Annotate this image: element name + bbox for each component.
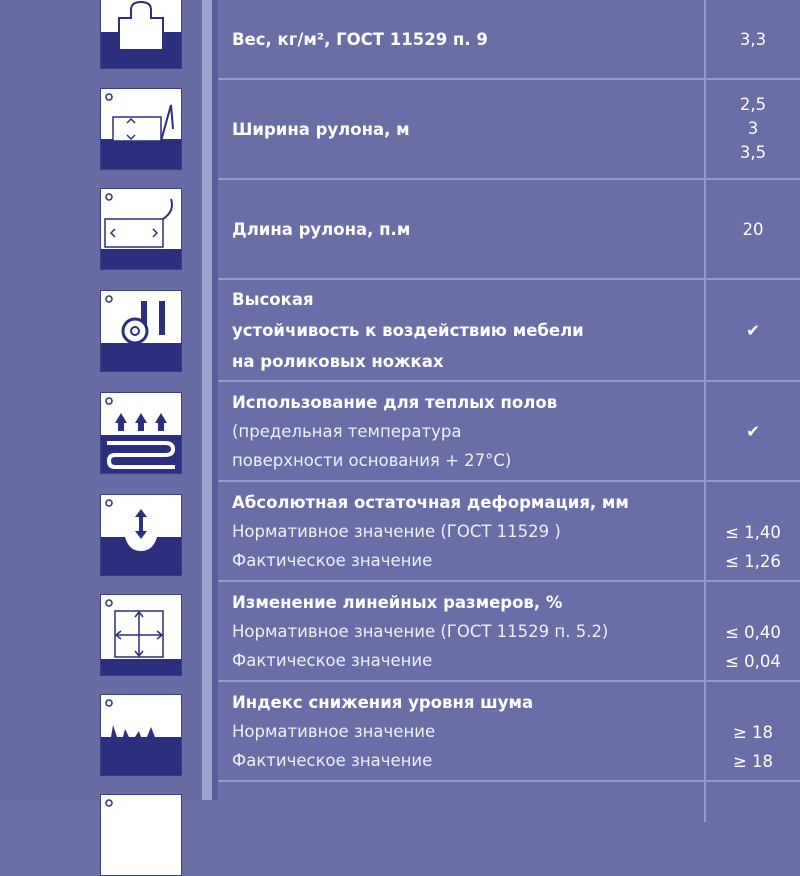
value-text: ≤ 0,04 — [725, 652, 781, 671]
value-text: 3,3 — [739, 29, 767, 49]
table-row — [218, 782, 800, 822]
value-text: 3 — [747, 119, 759, 138]
sub-line: поверхности основания + 27°С) — [232, 450, 512, 470]
name-line: на роликовых ножках — [232, 351, 444, 371]
noise-reduction-icon — [100, 694, 182, 776]
partial-icon — [100, 794, 182, 876]
roll-width-icon — [100, 88, 182, 170]
value-text: ≥ 18 — [732, 752, 774, 771]
property-name — [232, 482, 702, 580]
sub-line: Нормативное значение (ГОСТ 11529 п. 5.2) — [232, 621, 609, 641]
property-name: Длина рулона, п.м — [232, 219, 411, 239]
column-divider — [202, 0, 212, 800]
value-text: 20 — [742, 219, 764, 239]
check-mark-icon: ✔ — [746, 421, 760, 441]
check-mark-icon: ✔ — [746, 320, 760, 340]
value-text: ≥ 18 — [732, 723, 774, 742]
properties-table — [218, 0, 800, 800]
sub-line: Нормативное значение (ГОСТ 11529 ) — [232, 521, 561, 541]
table-row — [218, 0, 800, 80]
roll-length-icon — [100, 188, 182, 270]
name-line: Использование для теплых полов — [232, 392, 558, 412]
property-value — [706, 582, 800, 680]
value-text: ≤ 0,40 — [725, 623, 781, 642]
property-name — [232, 682, 702, 780]
sub-line: Фактическое значение — [232, 550, 433, 570]
property-name — [232, 280, 702, 380]
property-value — [706, 180, 800, 278]
sub-line: Фактическое значение — [232, 750, 433, 770]
value-text: ≤ 1,40 — [725, 523, 781, 542]
name-line: Абсолютная остаточная деформация, мм — [232, 492, 629, 512]
property-value — [706, 0, 800, 78]
table-row — [218, 80, 800, 180]
value-text: ≤ 1,26 — [725, 552, 781, 571]
deformation-icon — [100, 494, 182, 576]
table-row — [218, 582, 800, 682]
floor-heating-icon — [100, 392, 182, 474]
property-name: Вес, кг/м², ГОСТ 11529 п. 9 — [232, 29, 488, 49]
property-name: Ширина рулона, м — [232, 119, 410, 139]
property-name — [232, 382, 702, 480]
value-text: 2,5 — [739, 95, 767, 114]
property-value — [706, 682, 800, 780]
sub-line: Фактическое значение — [232, 650, 433, 670]
property-value — [706, 80, 800, 178]
name-line: Индекс снижения уровня шума — [232, 692, 534, 712]
table-row — [218, 280, 800, 382]
property-name — [232, 582, 702, 680]
table-row — [218, 180, 800, 280]
sub-line: Нормативное значение — [232, 721, 436, 741]
name-line: устойчивость к воздействию мебели — [232, 320, 584, 340]
name-line: Высокая — [232, 289, 314, 309]
name-line: Изменение линейных размеров, % — [232, 592, 563, 612]
weight-icon — [100, 0, 182, 69]
table-row — [218, 482, 800, 582]
property-value — [706, 482, 800, 580]
sub-line: (предельная температура — [232, 421, 462, 441]
caster-wheel-icon — [100, 290, 182, 372]
dimension-change-icon — [100, 594, 182, 676]
value-text: 3,5 — [739, 143, 767, 162]
table-row — [218, 682, 800, 782]
table-row — [218, 382, 800, 482]
